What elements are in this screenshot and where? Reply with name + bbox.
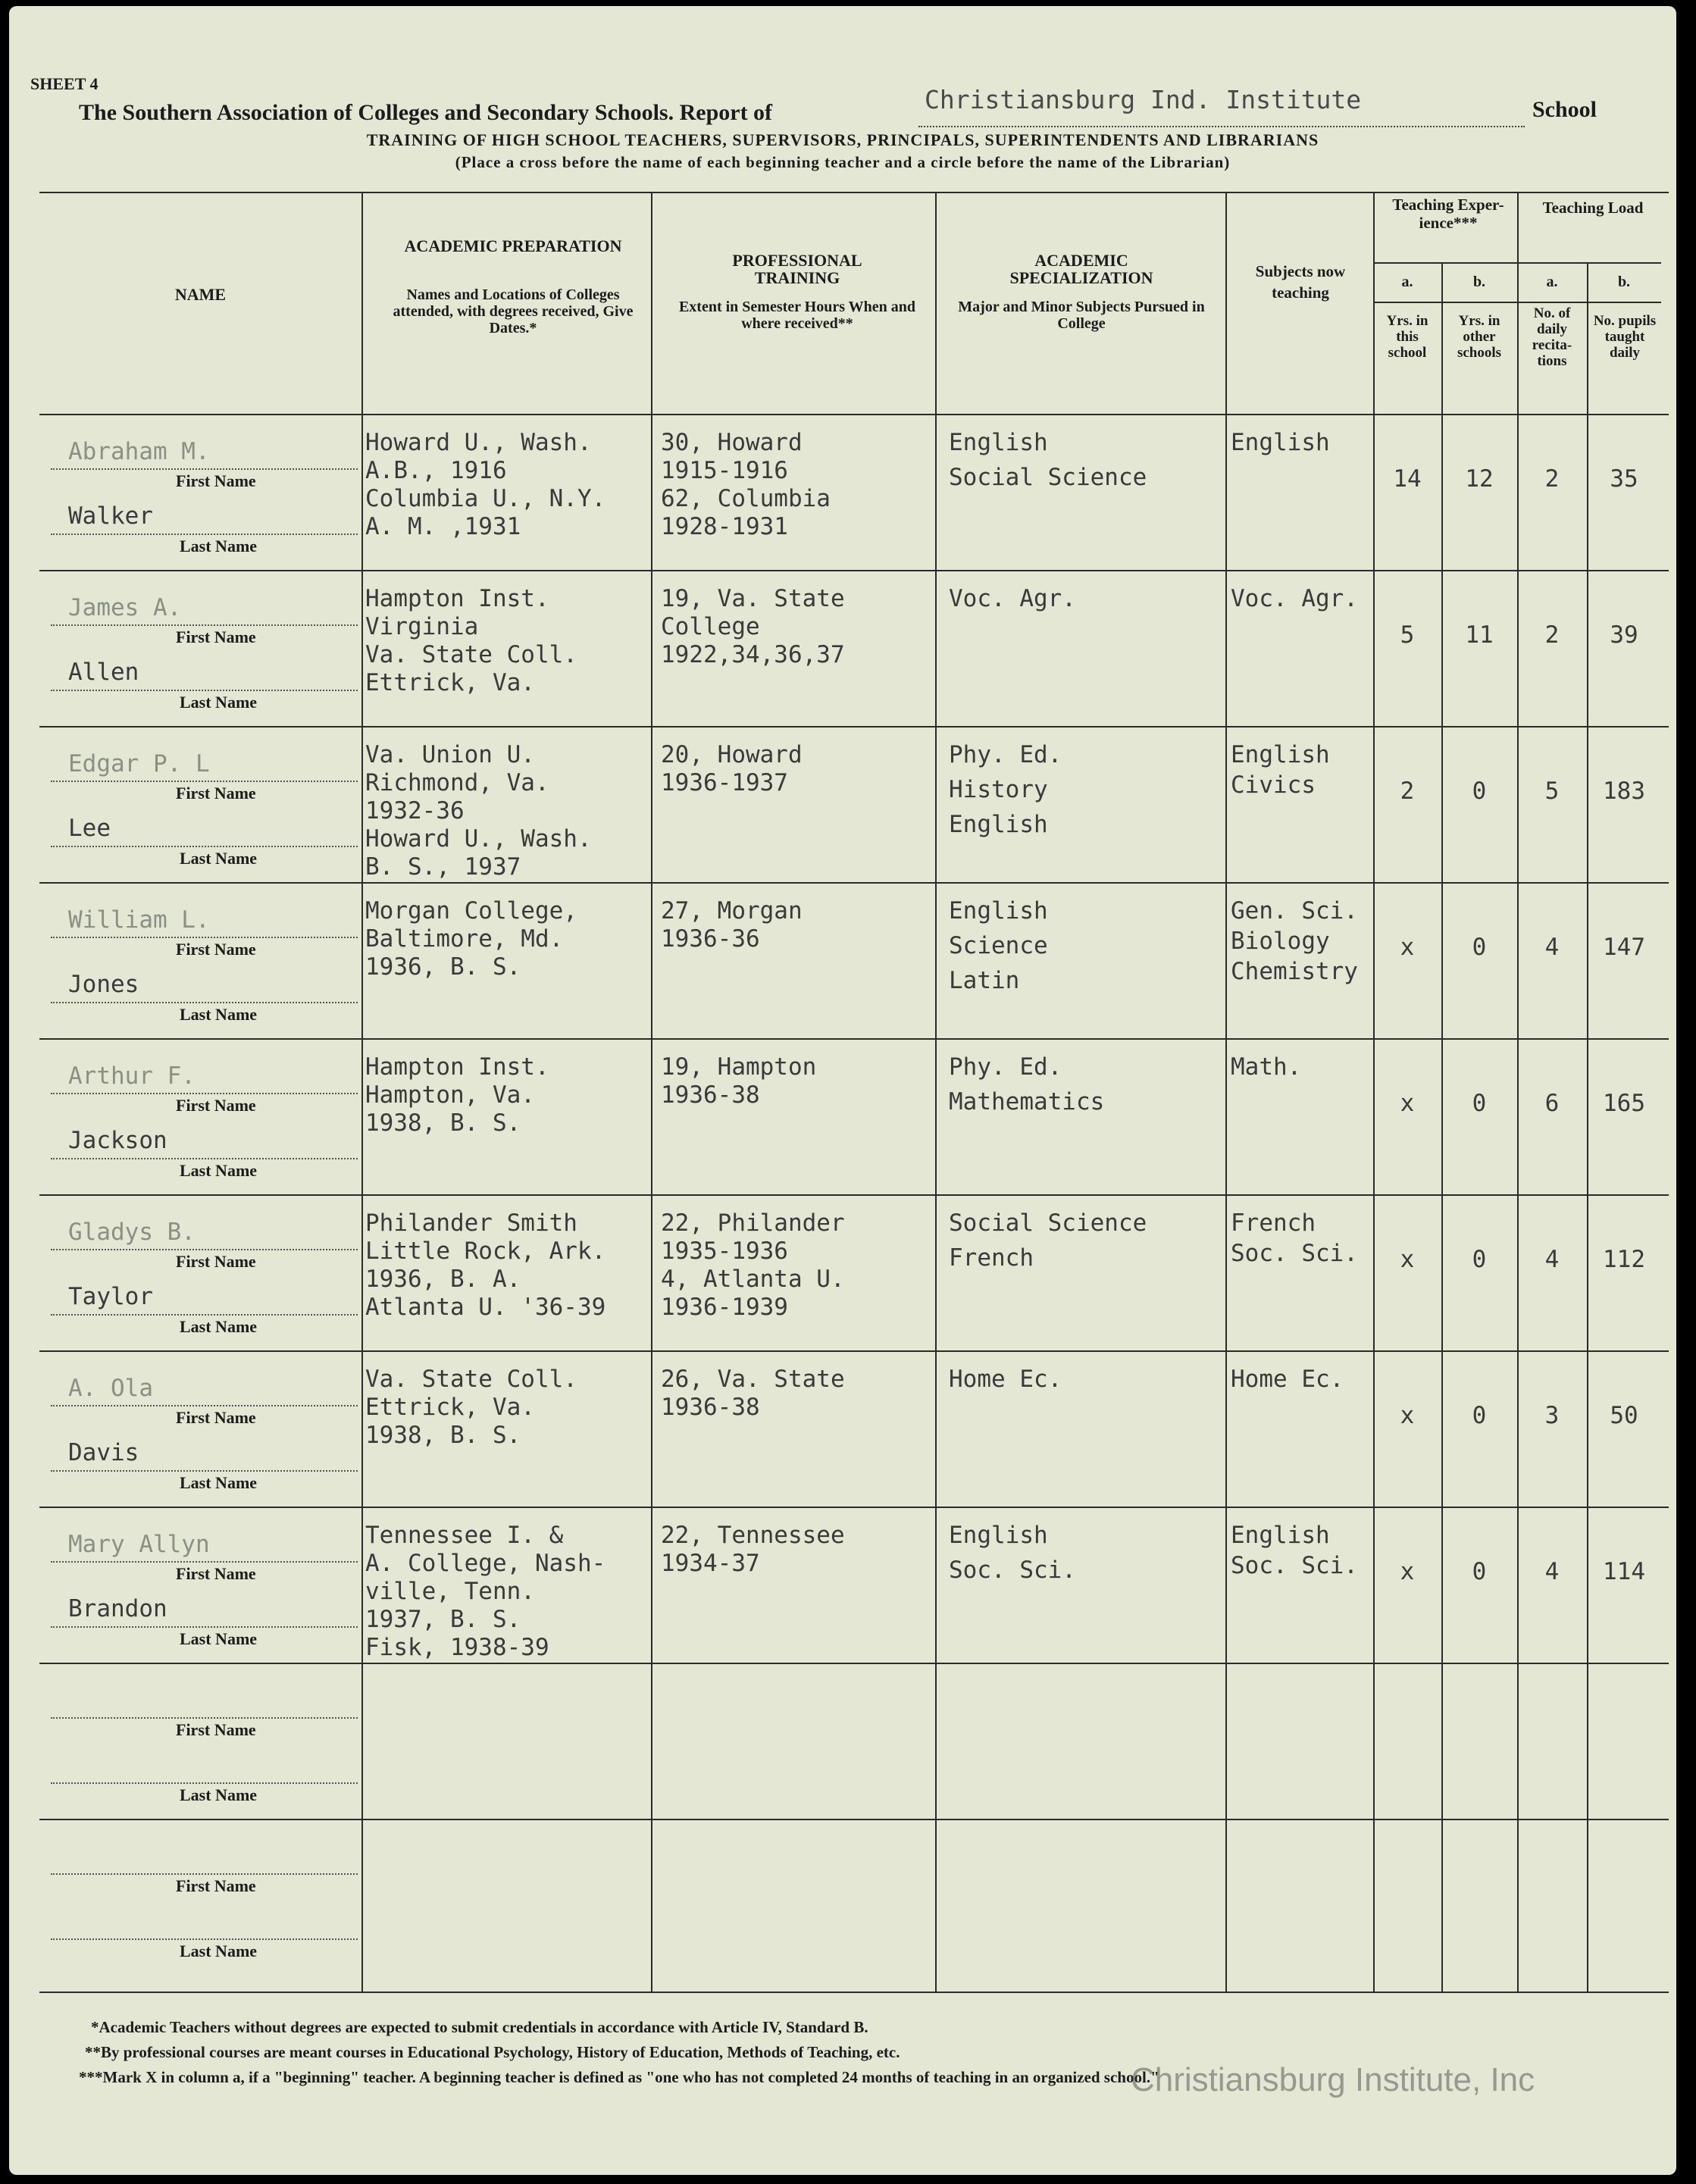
last-name-value: Jackson bbox=[68, 1127, 167, 1154]
last-name-line bbox=[51, 1938, 358, 1940]
subjects-teaching-line: Math. bbox=[1231, 1053, 1302, 1081]
yrs-other-schools: 0 bbox=[1472, 1246, 1487, 1273]
col-a-load: a. bbox=[1546, 274, 1558, 290]
professional-training-line: 4, Atlanta U. bbox=[661, 1266, 845, 1293]
last-name-value: Jones bbox=[68, 971, 139, 998]
col-b-load: b. bbox=[1617, 274, 1631, 290]
last-name-label: Last Name bbox=[180, 1629, 258, 1648]
specialization-line: Soc. Sci. bbox=[949, 1557, 1076, 1584]
daily-recitations: 3 bbox=[1544, 1402, 1560, 1429]
professional-training-line: 22, Tennessee bbox=[661, 1522, 845, 1549]
academic-preparation-line: Columbia U., N.Y. bbox=[365, 485, 606, 512]
row-rule bbox=[39, 1038, 1669, 1040]
subheader-rule bbox=[1373, 262, 1661, 264]
last-name-line bbox=[51, 1470, 358, 1472]
specialization-line: History bbox=[949, 776, 1048, 803]
specialization-line: Phy. Ed. bbox=[949, 1053, 1062, 1081]
last-name-value: Brandon bbox=[68, 1595, 167, 1622]
specialization-line: English bbox=[949, 1522, 1048, 1549]
subjects-teaching-line: Home Ec. bbox=[1231, 1366, 1344, 1393]
last-name-line bbox=[51, 1314, 358, 1316]
professional-training-line: 1934-37 bbox=[661, 1550, 760, 1577]
row-rule bbox=[39, 1194, 1669, 1196]
first-name-label: First Name bbox=[176, 1876, 256, 1895]
academic-preparation-line: Virginia bbox=[365, 613, 479, 640]
yrs-this-school: x bbox=[1400, 1402, 1415, 1429]
academic-preparation-line: A. M. ,1931 bbox=[365, 513, 521, 540]
professional-training-line: 1936-1937 bbox=[661, 769, 788, 796]
yrs-this-school: x bbox=[1400, 1558, 1415, 1585]
last-name-line bbox=[51, 1002, 358, 1003]
yrs-this-school: x bbox=[1400, 934, 1415, 961]
academic-preparation-line: 1936, B. A. bbox=[365, 1266, 521, 1293]
academic-preparation-line: Howard U., Wash. bbox=[365, 825, 592, 853]
subjects-teaching-line: Soc. Sci. bbox=[1231, 1552, 1358, 1579]
first-name-value: Abraham M. bbox=[68, 438, 210, 465]
first-name-line bbox=[51, 1405, 358, 1406]
watermark: Christiansburg Institute, Inc bbox=[1131, 2061, 1535, 2098]
professional-training-line: 26, Va. State bbox=[661, 1366, 845, 1393]
professional-training-line: 1915-1916 bbox=[661, 457, 788, 484]
last-name-label: Last Name bbox=[180, 693, 258, 712]
academic-preparation-line: A.B., 1916 bbox=[365, 457, 507, 484]
subjects-teaching-line: English bbox=[1231, 741, 1330, 768]
first-name-line bbox=[51, 1717, 358, 1719]
specialization-line: Social Science bbox=[949, 1209, 1147, 1237]
col-divider bbox=[1587, 264, 1588, 1992]
first-name-value: James A. bbox=[68, 594, 182, 621]
last-name-line bbox=[51, 1158, 358, 1159]
yrs-other-schools: 0 bbox=[1472, 778, 1487, 805]
last-name-line bbox=[51, 1626, 358, 1628]
col-a-exp: a. bbox=[1401, 274, 1413, 290]
last-name-label: Last Name bbox=[180, 537, 258, 555]
first-name-label: First Name bbox=[176, 1252, 256, 1271]
specialization-line: Home Ec. bbox=[949, 1366, 1062, 1393]
pupils-daily: 165 bbox=[1603, 1090, 1645, 1117]
professional-training-line: 20, Howard bbox=[661, 741, 803, 768]
first-name-value: William L. bbox=[68, 906, 210, 934]
academic-preparation-line: Hampton Inst. bbox=[365, 1053, 549, 1081]
academic-preparation-line: Howard U., Wash. bbox=[365, 429, 592, 456]
first-name-value: Arthur F. bbox=[68, 1062, 196, 1090]
first-name-line bbox=[51, 1249, 358, 1250]
pupils-daily: 183 bbox=[1603, 778, 1645, 805]
row-rule bbox=[39, 882, 1669, 884]
subjects-teaching-line: Soc. Sci. bbox=[1231, 1240, 1358, 1267]
first-name-line bbox=[51, 1093, 358, 1094]
daily-recitations: 4 bbox=[1544, 934, 1560, 961]
academic-preparation-line: Tennessee I. & bbox=[365, 1522, 564, 1549]
pupils-daily: 50 bbox=[1610, 1402, 1638, 1429]
academic-preparation-line: 1938, B. S. bbox=[365, 1109, 521, 1137]
academic-preparation-line: Philander Smith bbox=[365, 1209, 577, 1237]
yrs-other-schools: 0 bbox=[1472, 1402, 1487, 1429]
row-rule bbox=[39, 1350, 1669, 1352]
col-academic-title: ACADEMIC PREPARATION bbox=[404, 236, 622, 255]
last-name-label: Last Name bbox=[180, 1005, 258, 1024]
first-name-label: First Name bbox=[176, 940, 256, 959]
subjects-teaching-line: French bbox=[1231, 1209, 1316, 1237]
subjects-teaching-line: English bbox=[1231, 1522, 1330, 1549]
last-name-line bbox=[51, 846, 358, 847]
col-yrs-other: Yrs. in other schools bbox=[1457, 313, 1502, 361]
professional-training-line: 1936-38 bbox=[661, 1081, 760, 1109]
subjects-teaching-line: Biology bbox=[1231, 928, 1330, 955]
row-rule bbox=[39, 1663, 1669, 1664]
professional-training-line: 19, Hampton bbox=[661, 1053, 817, 1081]
specialization-line: English bbox=[949, 811, 1048, 838]
yrs-other-schools: 0 bbox=[1472, 1090, 1487, 1117]
yrs-this-school: 5 bbox=[1400, 621, 1415, 649]
academic-preparation-line: Va. State Coll. bbox=[365, 641, 577, 668]
subjects-teaching-line: English bbox=[1231, 429, 1330, 456]
professional-training-line: 27, Morgan bbox=[661, 897, 803, 925]
first-name-line bbox=[51, 781, 358, 782]
last-name-value: Allen bbox=[68, 659, 139, 686]
report-sheet bbox=[9, 6, 1676, 2175]
last-name-line bbox=[51, 1782, 358, 1784]
col-experience: Teaching Exper- ience*** bbox=[1392, 196, 1504, 232]
footnote-2: **By professional courses are meant courses in Educational Psychology, History of Education, Methods of Teaching, etc. bbox=[85, 2043, 900, 2061]
specialization-line: Social Science bbox=[949, 464, 1147, 491]
subjects-teaching-line: Gen. Sci. bbox=[1231, 897, 1358, 925]
yrs-this-school: x bbox=[1400, 1090, 1415, 1117]
professional-training-line: 19, Va. State bbox=[661, 585, 845, 612]
col-name: NAME bbox=[174, 285, 227, 304]
first-name-line bbox=[51, 1873, 358, 1875]
last-name-value: Walker bbox=[68, 502, 153, 530]
yrs-this-school: 2 bbox=[1400, 778, 1415, 805]
specialization-line: Voc. Agr. bbox=[949, 585, 1076, 612]
yrs-this-school: x bbox=[1400, 1246, 1415, 1273]
table-bottom-rule bbox=[39, 1992, 1669, 1993]
daily-recitations: 2 bbox=[1544, 621, 1560, 649]
daily-recitations: 4 bbox=[1544, 1246, 1560, 1273]
report-subtitle: TRAINING OF HIGH SCHOOL TEACHERS, SUPERVISORS, PRINCIPALS, SUPERINTENDENTS AND LIBRARIANS bbox=[366, 130, 1319, 149]
sheet-label: SHEET 4 bbox=[30, 74, 99, 93]
col-academic-desc: Names and Locations of Colleges attended, with degrees received, Give Dates.* bbox=[393, 286, 634, 336]
daily-recitations: 5 bbox=[1544, 778, 1560, 805]
academic-preparation-line: B. S., 1937 bbox=[365, 853, 521, 881]
pupils-daily: 147 bbox=[1603, 934, 1645, 961]
first-name-label: First Name bbox=[176, 471, 256, 490]
academic-preparation-line: A. College, Nash- bbox=[365, 1550, 606, 1577]
school-name-line bbox=[918, 126, 1525, 127]
last-name-value: Taylor bbox=[68, 1283, 153, 1310]
professional-training-line: 1936-36 bbox=[661, 925, 760, 953]
professional-training-line: College bbox=[661, 613, 760, 640]
academic-preparation-line: Hampton, Va. bbox=[365, 1081, 535, 1109]
professional-training-line: 22, Philander bbox=[661, 1209, 845, 1237]
professional-training-line: 62, Columbia bbox=[661, 485, 831, 512]
report-instruction: (Place a cross before the name of each beginning teacher and a circle before the name of the Librarian) bbox=[455, 153, 1231, 171]
col-pupils: No. pupils taught daily bbox=[1593, 313, 1657, 361]
first-name-label: First Name bbox=[176, 1096, 256, 1115]
specialization-line: English bbox=[949, 429, 1048, 456]
pupils-daily: 112 bbox=[1603, 1246, 1645, 1273]
title-suffix: School bbox=[1532, 97, 1597, 122]
yrs-this-school: 14 bbox=[1393, 465, 1422, 493]
daily-recitations: 6 bbox=[1544, 1090, 1560, 1117]
col-recitations: No. of daily recita- tions bbox=[1532, 305, 1572, 369]
professional-training-line: 30, Howard bbox=[661, 429, 803, 456]
header-bottom-rule bbox=[39, 414, 1669, 415]
first-name-line bbox=[51, 937, 358, 938]
last-name-label: Last Name bbox=[180, 1473, 258, 1492]
col-subjects: Subjects now teaching bbox=[1255, 262, 1346, 302]
footnote-3: ***Mark X in column a, if a "beginning" teacher. A beginning teacher is defined as "one who has not completed 24 months of teaching in an organized school." bbox=[79, 2068, 1159, 2086]
first-name-label: First Name bbox=[176, 784, 256, 803]
first-name-label: First Name bbox=[176, 1408, 256, 1427]
last-name-label: Last Name bbox=[180, 1785, 258, 1804]
subjects-teaching-line: Civics bbox=[1231, 771, 1316, 799]
row-rule bbox=[39, 1819, 1669, 1820]
professional-training-line: 1935-1936 bbox=[661, 1237, 788, 1265]
academic-preparation-line: Hampton Inst. bbox=[365, 585, 549, 612]
footnote-1: *Academic Teachers without degrees are expected to submit credentials in accordance with Article IV, Standard B. bbox=[91, 2018, 868, 2036]
col-specialization-desc: Major and Minor Subjects Pursued in College bbox=[958, 299, 1205, 332]
yrs-other-schools: 0 bbox=[1472, 1558, 1487, 1585]
academic-preparation-line: 1938, B. S. bbox=[365, 1422, 521, 1449]
last-name-label: Last Name bbox=[180, 1942, 258, 1960]
first-name-line bbox=[51, 624, 358, 626]
subjects-teaching-line: Chemistry bbox=[1231, 958, 1358, 985]
col-divider bbox=[361, 192, 363, 1992]
report-title: The Southern Association of Colleges and Secondary Schools. Report of bbox=[79, 100, 773, 125]
pupils-daily: 35 bbox=[1610, 465, 1638, 493]
professional-training-line: 1922,34,36,37 bbox=[661, 641, 845, 668]
last-name-label: Last Name bbox=[180, 1161, 258, 1180]
last-name-value: Davis bbox=[68, 1439, 139, 1466]
specialization-line: Science bbox=[949, 932, 1048, 959]
first-name-value: Gladys B. bbox=[68, 1219, 196, 1246]
academic-preparation-line: Fisk, 1938-39 bbox=[365, 1634, 549, 1661]
yrs-other-schools: 11 bbox=[1465, 621, 1494, 649]
table-top-rule bbox=[39, 192, 1669, 193]
academic-preparation-line: 1932-36 bbox=[365, 797, 465, 824]
academic-preparation-line: Atlanta U. '36-39 bbox=[365, 1294, 606, 1321]
col-b-exp: b. bbox=[1472, 274, 1486, 290]
yrs-other-schools: 12 bbox=[1465, 465, 1494, 493]
first-name-value: Edgar P. L bbox=[68, 750, 210, 778]
professional-training-line: 1936-1939 bbox=[661, 1294, 788, 1321]
daily-recitations: 2 bbox=[1544, 465, 1560, 493]
academic-preparation-line: Va. Union U. bbox=[365, 741, 535, 768]
first-name-line bbox=[51, 1561, 358, 1563]
specialization-line: Phy. Ed. bbox=[949, 741, 1062, 768]
first-name-label: First Name bbox=[176, 627, 256, 646]
col-professional-title: PROFESSIONAL TRAINING bbox=[732, 251, 862, 287]
professional-training-line: 1928-1931 bbox=[661, 513, 788, 540]
subheader-rule bbox=[1373, 302, 1661, 303]
col-divider bbox=[1225, 192, 1227, 1992]
last-name-line bbox=[51, 690, 358, 691]
row-rule bbox=[39, 726, 1669, 727]
school-name: Christiansburg Ind. Institute bbox=[925, 85, 1362, 114]
first-name-label: First Name bbox=[176, 1720, 256, 1739]
specialization-line: Latin bbox=[949, 967, 1020, 994]
academic-preparation-line: Richmond, Va. bbox=[365, 769, 549, 796]
col-divider bbox=[651, 192, 652, 1992]
specialization-line: English bbox=[949, 897, 1048, 925]
academic-preparation-line: Baltimore, Md. bbox=[365, 925, 564, 953]
specialization-line: French bbox=[949, 1244, 1034, 1272]
academic-preparation-line: Little Rock, Ark. bbox=[365, 1237, 606, 1265]
last-name-label: Last Name bbox=[180, 849, 258, 868]
row-rule bbox=[39, 570, 1669, 571]
pupils-daily: 39 bbox=[1610, 621, 1638, 649]
first-name-label: First Name bbox=[176, 1564, 256, 1583]
col-load: Teaching Load bbox=[1542, 199, 1644, 217]
col-yrs-this: Yrs. in this school bbox=[1386, 313, 1428, 361]
academic-preparation-line: Morgan College, bbox=[365, 897, 577, 925]
col-specialization-title: ACADEMIC SPECIALIZATION bbox=[1009, 251, 1153, 287]
professional-training-line: 1936-38 bbox=[661, 1394, 760, 1421]
academic-preparation-line: Va. State Coll. bbox=[365, 1366, 577, 1393]
row-rule bbox=[39, 1507, 1669, 1508]
yrs-other-schools: 0 bbox=[1472, 934, 1487, 961]
pupils-daily: 114 bbox=[1603, 1558, 1645, 1585]
col-divider bbox=[1441, 264, 1443, 1992]
academic-preparation-line: ville, Tenn. bbox=[365, 1578, 535, 1605]
subjects-teaching-line: Voc. Agr. bbox=[1231, 585, 1358, 612]
academic-preparation-line: Ettrick, Va. bbox=[365, 669, 535, 696]
daily-recitations: 4 bbox=[1544, 1558, 1560, 1585]
academic-preparation-line: 1937, B. S. bbox=[365, 1606, 521, 1633]
last-name-value: Lee bbox=[68, 815, 111, 842]
specialization-line: Mathematics bbox=[949, 1088, 1105, 1115]
first-name-line bbox=[51, 468, 358, 470]
first-name-value: Mary Allyn bbox=[68, 1531, 210, 1558]
academic-preparation-line: Ettrick, Va. bbox=[365, 1394, 535, 1421]
col-divider bbox=[935, 192, 937, 1992]
last-name-line bbox=[51, 533, 358, 535]
academic-preparation-line: 1936, B. S. bbox=[365, 953, 521, 981]
col-professional-desc: Extent in Semester Hours When and where received** bbox=[678, 299, 916, 332]
first-name-value: A. Ola bbox=[68, 1375, 153, 1402]
last-name-label: Last Name bbox=[180, 1317, 258, 1336]
